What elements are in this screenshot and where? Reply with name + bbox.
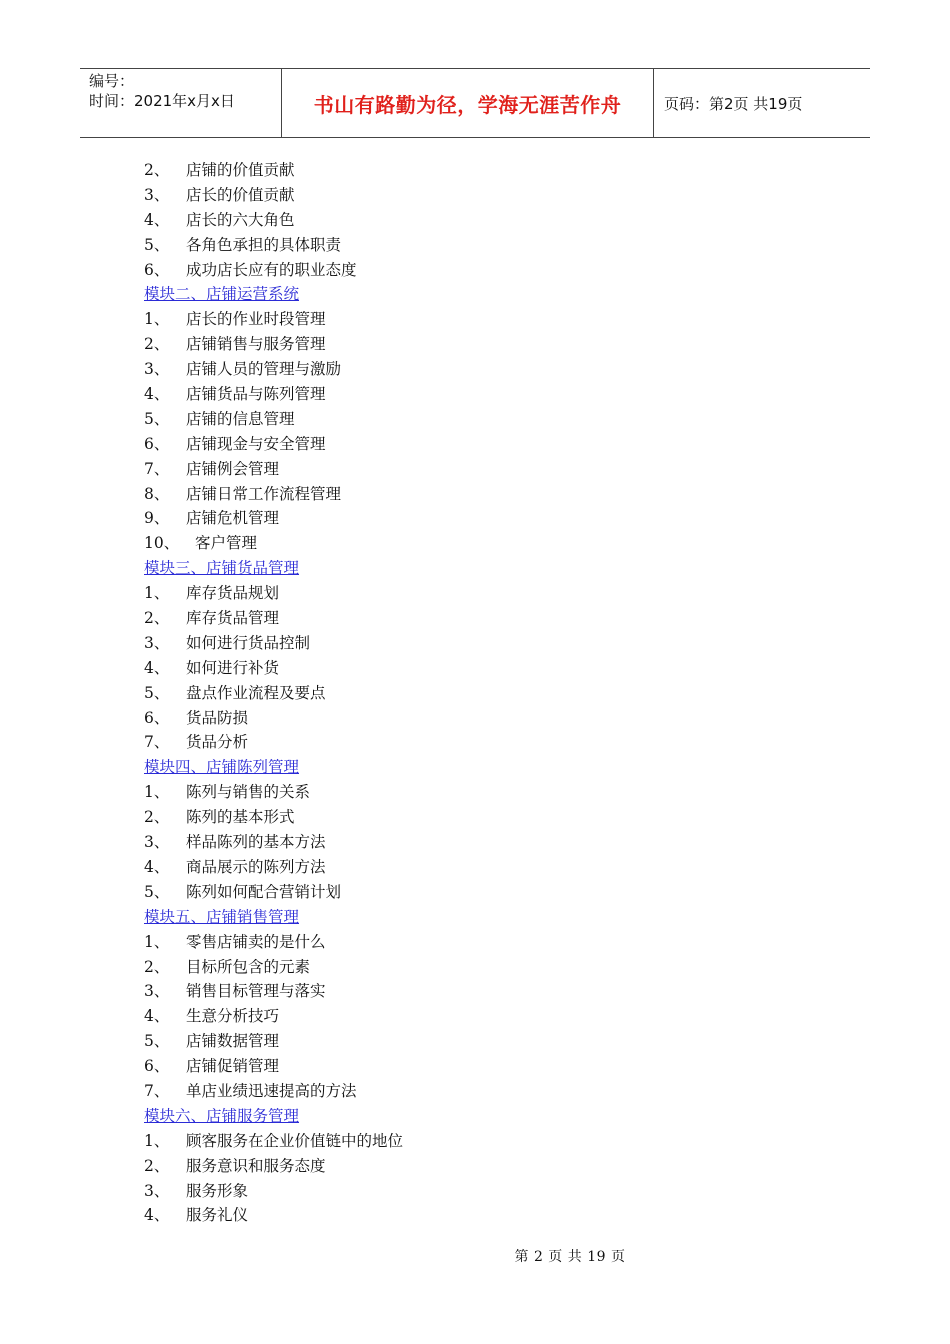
list-item-number: 2、	[144, 161, 170, 179]
list-item-number: 8、	[144, 484, 170, 503]
list-item-text: 货品分析	[186, 733, 249, 752]
list-item-text: 如何进行补货	[186, 658, 280, 677]
list-item-number: 1、	[144, 310, 170, 329]
list-item	[144, 1203, 844, 1228]
list-item-number: 1、	[144, 584, 170, 603]
list-item-text: 库存货品管理	[186, 609, 280, 628]
header-page-info: 页码：第2页 共19页	[664, 94, 803, 113]
list-item-text: 样品陈列的基本方法	[186, 833, 326, 852]
list-item-text: 如何进行货品控制	[186, 633, 311, 652]
module-heading-link[interactable]	[144, 282, 844, 307]
outline-list	[144, 158, 844, 1228]
list-item-text: 生意分析技巧	[186, 1007, 280, 1026]
list-item-text: 客户管理	[195, 534, 258, 553]
list-item-number: 5、	[144, 683, 170, 702]
header-motto: 书山有路勤为径，学海无涯苦作舟	[281, 69, 654, 137]
list-item	[144, 382, 844, 407]
list-item-number: 1、	[144, 1131, 170, 1150]
list-item	[144, 1054, 844, 1079]
list-item	[144, 183, 844, 208]
list-item	[144, 631, 844, 656]
module-heading-text[interactable]: 模块四、店铺陈列管理	[144, 758, 300, 777]
list-item	[144, 830, 844, 855]
list-item-text: 销售目标管理与落实	[186, 982, 326, 1001]
list-item	[144, 258, 844, 283]
list-item	[144, 357, 844, 382]
list-item	[144, 407, 844, 432]
module-heading-link[interactable]	[144, 755, 844, 780]
list-item	[144, 531, 844, 556]
list-item-number: 2、	[144, 1156, 170, 1175]
time-label: 时间：2021年x月x日	[89, 92, 235, 110]
list-item-text: 目标所包含的元素	[186, 957, 311, 976]
list-item-number: 9、	[144, 509, 170, 528]
list-item-number: 2、	[144, 609, 170, 628]
number-label: 编号：	[89, 72, 135, 90]
module-heading-text[interactable]: 模块三、店铺货品管理	[144, 559, 300, 578]
list-item-text: 陈列与销售的关系	[186, 783, 311, 802]
list-item-text: 零售店铺卖的是什么	[186, 932, 326, 951]
list-item-number: 5、	[144, 409, 170, 428]
list-item-text: 店铺日常工作流程管理	[186, 484, 342, 503]
list-item-number: 6、	[144, 260, 170, 279]
list-item	[144, 606, 844, 631]
list-item-text: 服务形象	[186, 1181, 249, 1200]
list-item	[144, 208, 844, 233]
list-item-number: 5、	[144, 1032, 170, 1051]
module-heading-link[interactable]	[144, 905, 844, 930]
list-item-text: 各角色承担的具体职责	[186, 235, 342, 254]
list-item	[144, 1154, 844, 1179]
list-item-number: 4、	[144, 385, 170, 404]
list-item-number: 1、	[144, 932, 170, 951]
list-item-number: 3、	[144, 360, 170, 379]
list-item	[144, 332, 844, 357]
list-item-number: 10、	[144, 534, 180, 553]
list-item-number: 2、	[144, 957, 170, 976]
list-item	[144, 506, 844, 531]
list-item-text: 店铺货品与陈列管理	[186, 385, 326, 404]
list-item	[144, 780, 844, 805]
list-item-text: 服务礼仪	[186, 1206, 249, 1225]
page-footer: 第 2 页 共 19 页	[514, 1249, 626, 1265]
list-item-text: 店长的价值贡献	[186, 185, 295, 204]
list-item-text: 店长的六大角色	[186, 210, 295, 229]
list-item-number: 6、	[144, 434, 170, 453]
list-item-number: 4、	[144, 210, 170, 229]
list-item-number: 3、	[144, 633, 170, 652]
list-item	[144, 581, 844, 606]
page-header	[80, 68, 870, 138]
module-heading-text[interactable]: 模块二、店铺运营系统	[144, 285, 300, 304]
list-item-text: 店铺的价值贡献	[186, 161, 295, 179]
list-item-text: 陈列如何配合营销计划	[186, 882, 342, 901]
list-item-number: 3、	[144, 185, 170, 204]
module-heading-link[interactable]	[144, 556, 844, 581]
list-item	[144, 233, 844, 258]
list-item-text: 店铺例会管理	[186, 459, 280, 478]
list-item-number: 6、	[144, 708, 170, 727]
list-item	[144, 681, 844, 706]
list-item	[144, 855, 844, 880]
list-item	[144, 1079, 844, 1104]
list-item-text: 服务意识和服务态度	[186, 1156, 326, 1175]
list-item	[144, 656, 844, 681]
header-meta	[80, 69, 281, 137]
list-item-number: 4、	[144, 658, 170, 677]
list-item-text: 商品展示的陈列方法	[186, 857, 326, 876]
list-item-text: 盘点作业流程及要点	[186, 683, 326, 702]
list-item-text: 店长的作业时段管理	[186, 310, 326, 329]
list-item-number: 1、	[144, 783, 170, 802]
list-item	[144, 930, 844, 955]
list-item-number: 7、	[144, 459, 170, 478]
module-heading-text[interactable]: 模块五、店铺销售管理	[144, 907, 300, 926]
list-item-text: 陈列的基本形式	[186, 808, 295, 827]
list-item	[144, 979, 844, 1004]
list-item-text: 店铺危机管理	[186, 509, 280, 528]
list-item-number: 5、	[144, 882, 170, 901]
list-item	[144, 730, 844, 755]
list-item-number: 4、	[144, 1007, 170, 1026]
list-item-text: 店铺现金与安全管理	[186, 434, 326, 453]
list-item-text: 店铺的信息管理	[186, 409, 295, 428]
list-item-text: 成功店长应有的职业态度	[186, 260, 357, 279]
list-item-text: 货品防损	[186, 708, 249, 727]
module-heading-link[interactable]	[144, 1104, 844, 1129]
list-item	[144, 307, 844, 332]
list-item	[144, 1029, 844, 1054]
list-item-number: 7、	[144, 1081, 170, 1100]
list-item-number: 6、	[144, 1057, 170, 1076]
list-item	[144, 1004, 844, 1029]
list-item	[144, 706, 844, 731]
list-item	[144, 805, 844, 830]
list-item-text: 顾客服务在企业价值链中的地位	[186, 1131, 404, 1150]
list-item-text: 店铺数据管理	[186, 1032, 280, 1051]
list-item-number: 2、	[144, 808, 170, 827]
list-item	[144, 482, 844, 507]
list-item-number: 3、	[144, 1181, 170, 1200]
list-item-text: 库存货品规划	[186, 584, 280, 603]
module-heading-text[interactable]: 模块六、店铺服务管理	[144, 1106, 300, 1125]
list-item-text: 单店业绩迅速提高的方法	[186, 1081, 357, 1100]
list-item-text: 店铺销售与服务管理	[186, 335, 326, 354]
list-item	[144, 432, 844, 457]
list-item-number: 5、	[144, 235, 170, 254]
list-item	[144, 158, 844, 183]
list-item-number: 2、	[144, 335, 170, 354]
list-item-number: 3、	[144, 833, 170, 852]
list-item-text: 店铺促销管理	[186, 1057, 280, 1076]
list-item	[144, 1129, 844, 1154]
list-item	[144, 955, 844, 980]
list-item-number: 4、	[144, 857, 170, 876]
list-item-text: 店铺人员的管理与激励	[186, 360, 342, 379]
list-item	[144, 880, 844, 905]
list-item-number: 7、	[144, 733, 170, 752]
list-item-number: 3、	[144, 982, 170, 1001]
list-item	[144, 457, 844, 482]
list-item-number: 4、	[144, 1206, 170, 1225]
list-item	[144, 1179, 844, 1204]
